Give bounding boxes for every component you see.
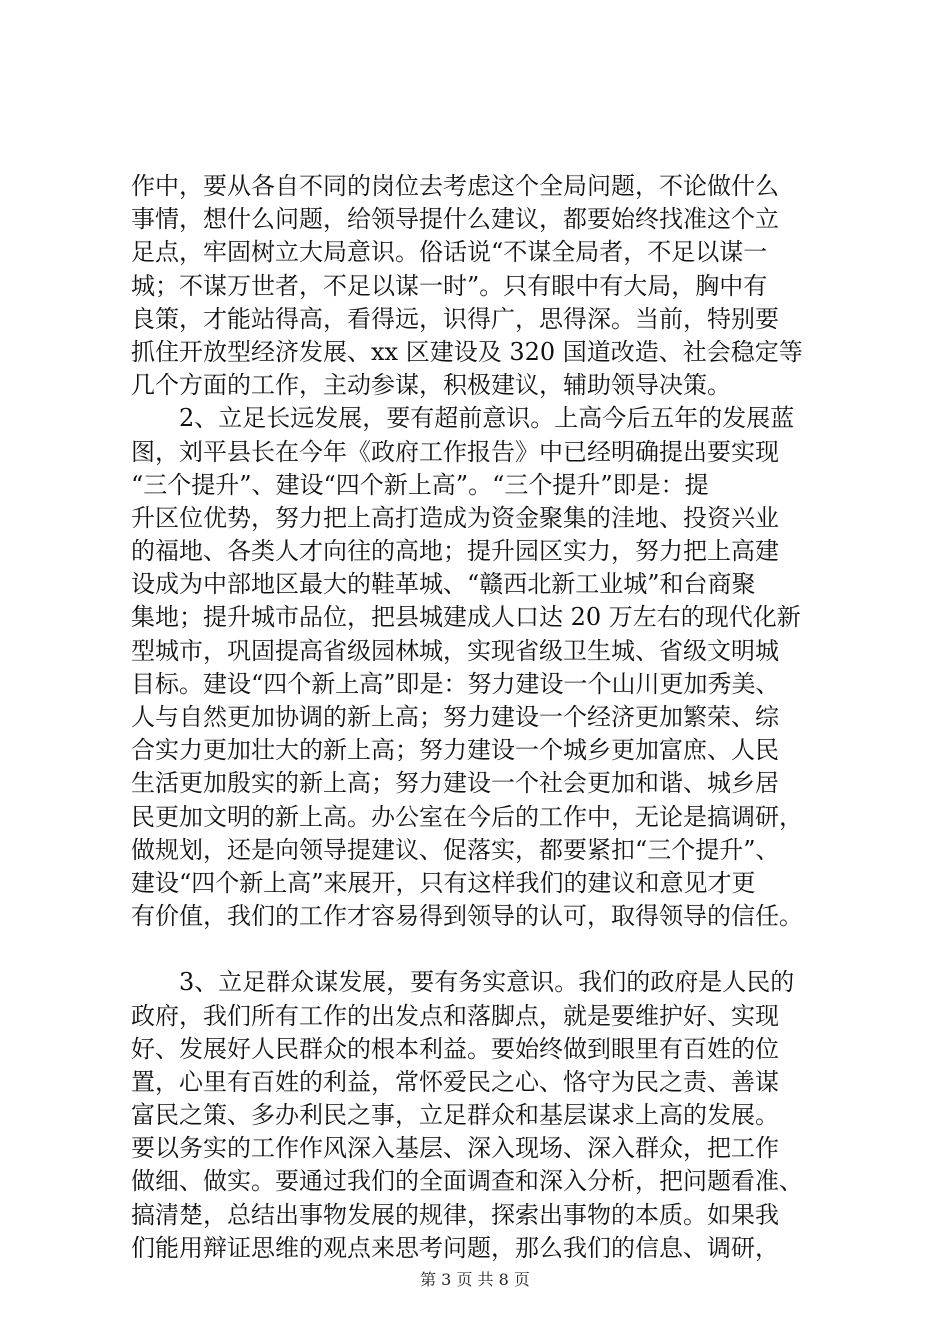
document-body xyxy=(131,170,821,1265)
text-line: 要以务实的工作作风深入基层、深入现场、深入群众，把工作 xyxy=(131,1134,779,1163)
text-line: 有价值，我们的工作才容易得到领导的认可，取得领导的信任。 xyxy=(131,902,803,931)
text-line: 集地；提升城市品位，把县城建成人口达 20 万左右的现代化新 xyxy=(131,603,801,632)
text-line: 良策，才能站得高，看得远，识得广，思得深。当前，特别要 xyxy=(131,304,779,333)
text-line: 搞清楚，总结出事物发展的规律，探索出事物的本质。如果我 xyxy=(131,1200,779,1229)
text-line: 好、发展好人民群众的根本利益。要始终做到眼里有百姓的位 xyxy=(131,1034,779,1063)
text-line: 作中，要从各自不同的岗位去考虑这个全局问题，不论做什么 xyxy=(131,172,779,200)
paragraph-gap xyxy=(131,933,821,966)
text-line: 型城市，巩固提高省级园林城，实现省级卫生城、省级文明城 xyxy=(131,636,779,665)
text-line: 的福地、各类人才向往的高地；提升园区实力，努力把上高建 xyxy=(131,537,779,566)
text-line: 政府，我们所有工作的出发点和落脚点，就是要维护好、实现 xyxy=(131,1001,779,1030)
text-line: 富民之策、多办利民之事，立足群众和基层谋求上高的发展。 xyxy=(131,1101,779,1130)
text-line: 图，刘平县长在今年《政府工作报告》中已经明确提出要实现 xyxy=(131,437,779,466)
text-line: 置，心里有百姓的利益，常怀爱民之心、恪守为民之责、善谋 xyxy=(131,1067,779,1096)
text-line: “三个提升”、建设“四个新上高”。“三个提升”即是：提 xyxy=(131,470,709,499)
paragraph xyxy=(131,966,821,1265)
text-line: 建设“四个新上高”来展开，只有这样我们的建议和意见才更 xyxy=(131,868,756,897)
text-line: 民更加文明的新上高。办公室在今后的工作中，无论是搞调研， xyxy=(131,802,803,831)
text-line: 设成为中部地区最大的鞋革城、“赣西北新工业城”和台商聚 xyxy=(131,570,756,599)
text-line: 们能用辩证思维的观点来思考问题，那么我们的信息、调研， xyxy=(131,1233,779,1262)
text-line: 城；不谋万世者，不足以谋一时”。只有眼中有大局，胸中有 xyxy=(131,271,768,300)
text-line: 2、立足长远发展，要有超前意识。上高今后五年的发展蓝 xyxy=(179,404,795,433)
text-line: 升区位优势，努力把上高打造成为资金聚集的洼地、投资兴业 xyxy=(131,503,779,532)
text-line: 合实力更加壮大的新上高；努力建设一个城乡更加富庶、人民 xyxy=(131,736,779,765)
paragraph xyxy=(131,402,821,933)
text-line: 生活更加殷实的新上高；努力建设一个社会更加和谐、城乡居 xyxy=(131,769,779,798)
text-line: 做细、做实。要通过我们的全面调查和深入分析，把问题看准、 xyxy=(131,1167,803,1196)
paragraph xyxy=(131,170,821,402)
text-line: 3、立足群众谋发展，要有务实意识。我们的政府是人民的 xyxy=(179,968,795,997)
page-footer: 第 3 页 共 8 页 xyxy=(420,1270,530,1289)
text-line: 几个方面的工作，主动参谋，积极建议，辅助领导决策。 xyxy=(131,371,731,400)
text-line: 事情，想什么问题，给领导提什么建议，都要始终找准这个立 xyxy=(131,205,779,234)
text-line: 目标。建设“四个新上高”即是：努力建设一个山川更加秀美、 xyxy=(131,669,780,698)
text-line: 做规划，还是向领导提建议、促落实，都要紧扣“三个提升”、 xyxy=(131,835,780,864)
text-line: 抓住开放型经济发展、xx 区建设及 320 国道改造、社会稳定等 xyxy=(131,337,803,366)
text-line: 人与自然更加协调的新上高；努力建设一个经济更加繁荣、综 xyxy=(131,703,779,731)
text-line: 足点，牢固树立大局意识。俗话说“不谋全局者，不足以谋一 xyxy=(131,238,768,267)
